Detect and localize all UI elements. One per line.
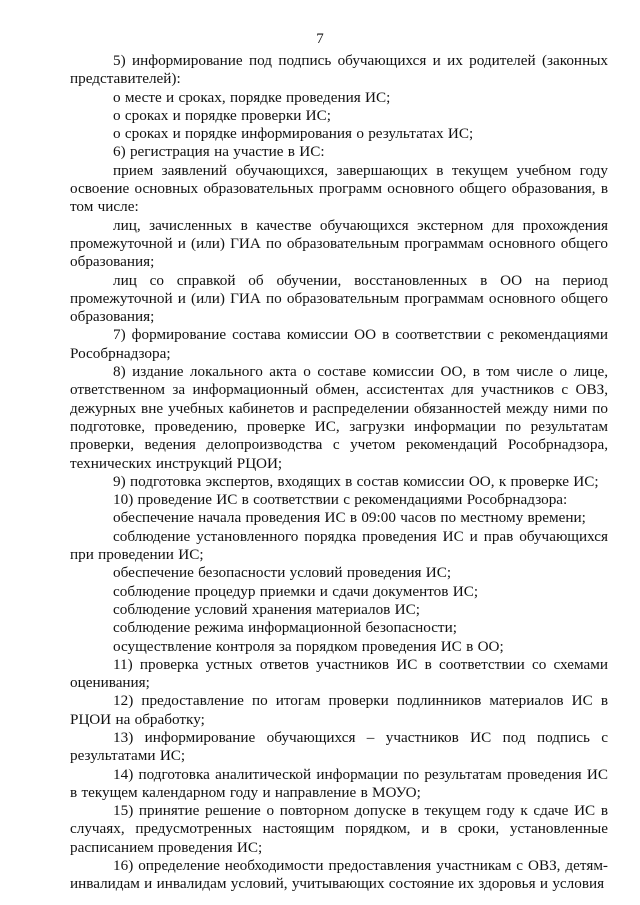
paragraph-item-13: 13) информирование обучающихся – участников ИС под подпись с результатами ИС; — [70, 728, 608, 765]
paragraph-certificate-holders: лиц со справкой об обучении, восстановленных в ОО на период промежуточной и (или) ГИА по образовательным программам основного общего образования; — [70, 271, 608, 326]
paragraph-item-6: 6) регистрация на участие в ИС: — [113, 143, 325, 161]
paragraph-storage: соблюдение условий хранения материалов ИС; — [113, 600, 420, 618]
paragraph-results-info: о сроках и порядке информирования о результатах ИС; — [113, 125, 474, 143]
paragraph-item-15: 15) принятие решение о повторном допуске в текущем году к сдаче ИС в случаях, предусмотренных настоящим порядком, и в сроки, установленные расписанием проведения ИС; — [70, 802, 608, 856]
paragraph-start-time: обеспечение начала проведения ИС в 09:00 часов по местному времени; — [113, 509, 586, 527]
paragraph-item-8: 8) издание локального акта о составе комиссии ОО, в том числе о лице, ответственном за информационный обмен, ассистентах для участников с ОВЗ, дежурных вне учебных кабинетов и распределении обязанностей между ними по подготовке, проведению, проверке ИС, загрузки информации по результатам проверки, ведения делопроизводства с учетом рекомендаций Рособрнадзора, технических инструкций РЦОИ; — [70, 363, 608, 472]
paragraph-infosec: соблюдение режима информационной безопасности; — [113, 619, 457, 637]
paragraph-control: осуществление контроля за порядком проведения ИС в ОО; — [113, 637, 504, 655]
paragraph-external-students: лиц, зачисленных в качестве обучающихся экстерном для прохождения промежуточной и (или) ГИА по образовательным программам основного общего образования; — [70, 216, 608, 271]
paragraph-item-11: 11) проверка устных ответов участников ИС в соответствии со схемами оценивания; — [70, 655, 608, 692]
page-number: 7 — [316, 31, 324, 47]
paragraph-item-10: 10) проведение ИС в соответствии с рекомендациями Рособрнадзора: — [113, 491, 568, 509]
paragraph-place-and-dates: о месте и сроках, порядке проведения ИС; — [113, 88, 391, 106]
paragraph-check-dates: о сроках и порядке проверки ИС; — [113, 106, 331, 124]
paragraph-item-14: 14) подготовка аналитической информации по результатам проведения ИС в текущем календарном году и направление в МОУО; — [70, 765, 608, 801]
paragraph-applications: прием заявлений обучающихся, завершающих в текущем учебном году освоение основных образовательных программ основного общего образования, в том числе: — [70, 161, 608, 216]
paragraph-item-12: 12) предоставление по итогам проверки подлинников материалов ИС в РЦОИ на обработку; — [70, 692, 608, 728]
paragraph-item-16: 16) определение необходимости предоставления участникам с ОВЗ, детям-инвалидам и инвалидам условий, учитывающих состояние их здоровья и условия — [70, 857, 608, 893]
paragraph-item-5: 5) информирование под подпись обучающихся и их родителей (законных представителей): — [70, 52, 608, 88]
paragraph-item-9: 9) подготовка экспертов, входящих в состав комиссии ОО, к проверке ИС; — [113, 472, 599, 490]
paragraph-procedure-rights: соблюдение установленного порядка проведения ИС и прав обучающихся при проведении ИС; — [70, 527, 608, 564]
paragraph-safety: обеспечение безопасности условий проведения ИС; — [113, 564, 452, 582]
paragraph-documents: соблюдение процедур приемки и сдачи документов ИС; — [113, 582, 479, 600]
paragraph-item-7: 7) формирование состава комиссии ОО в соответствии с рекомендациями Рособрнадзора; — [70, 326, 608, 362]
document-body — [70, 52, 608, 894]
